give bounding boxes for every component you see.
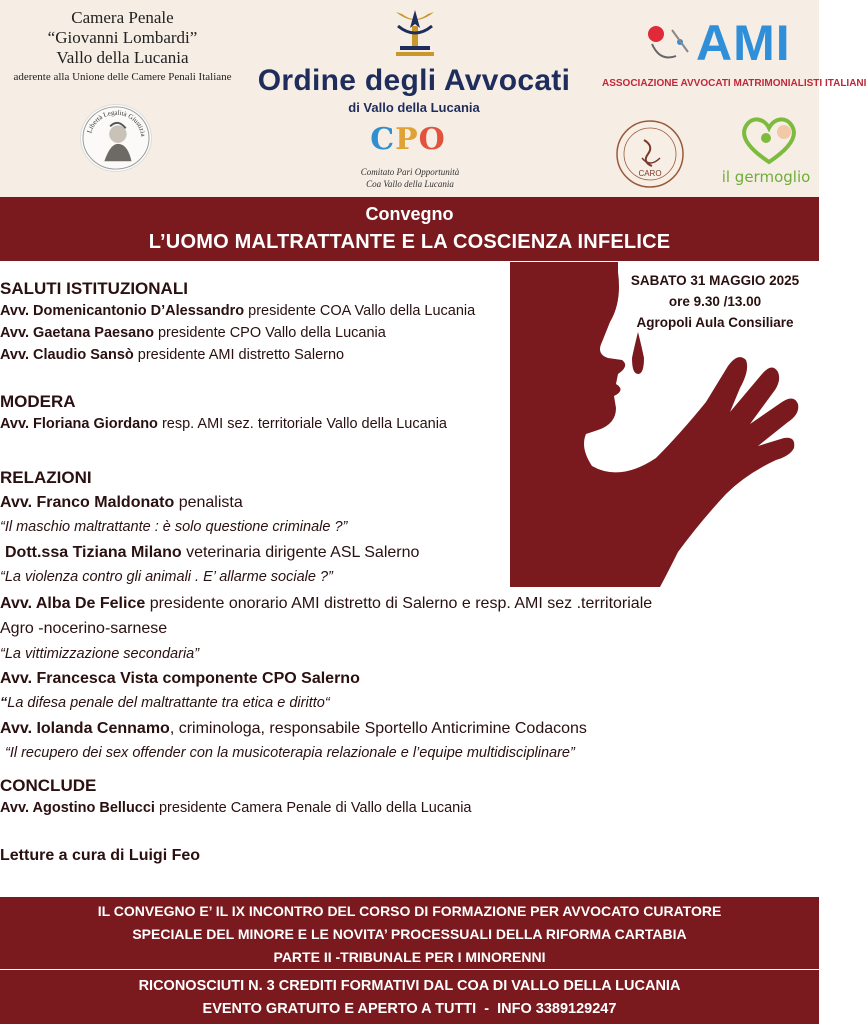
saluti-item	[0, 347, 344, 363]
speaker-role: resp. AMI sez. territoriale Vallo della Lucania	[157, 416, 447, 432]
conclude-item	[0, 800, 471, 816]
relazioni-heading: RELAZIONI	[0, 468, 92, 487]
modera-item	[0, 416, 447, 432]
speaker-name: Avv. Alba De Felice	[0, 595, 146, 612]
cpo-letter-p: P	[395, 122, 419, 157]
cpo-subtitle	[330, 166, 490, 190]
camera-penale-line2: “Giovanni Lombardi”	[47, 28, 198, 47]
speaker-role: presidente AMI distretto Salerno	[133, 347, 345, 363]
event-date: SABATO 31 MAGGIO 2025	[630, 273, 800, 288]
course-info-line3: PARTE II -TRIBUNALE PER I MINORENNI	[273, 949, 546, 965]
course-info-bar	[0, 897, 819, 969]
speaker-name: Avv. Claudio Sansò	[0, 347, 134, 363]
letture-credit: Letture a cura di Luigi Feo	[0, 847, 201, 864]
credits-bar	[0, 970, 819, 1024]
saluti-item	[0, 325, 386, 341]
speaker-role: , criminologa, responsabile Sportello Anticrimine Codacons	[169, 720, 587, 737]
speaker-role: veterinaria dirigente ASL Salerno	[181, 544, 420, 561]
caro-name: CARO	[638, 169, 662, 178]
speaker-role: presidente COA Vallo della Lucania	[244, 303, 476, 319]
caro-logo	[614, 118, 686, 190]
conclude-heading: CONCLUDE	[0, 776, 97, 795]
ordine-avvocati-emblem-icon	[388, 6, 442, 58]
cpo-subtitle-line1: Comitato Pari Opportunità	[360, 167, 460, 177]
cpo-logo	[360, 122, 456, 162]
speaker-name: Avv. Domenicantonio D’Alessandro	[0, 303, 245, 319]
modera-heading: MODERA	[0, 392, 76, 411]
camera-penale-line1: Camera Penale	[71, 8, 174, 27]
relazione-title: “Il recupero dei sex offender con la musicoterapia relazionale e l’equipe multidisciplinare”	[5, 745, 575, 761]
relazione-speaker	[0, 670, 360, 688]
saluti-heading: SALUTI ISTITUZIONALI	[0, 279, 188, 298]
relazione-title	[0, 695, 330, 711]
relazione-title-text: La difesa penale del maltrattante tra etica e diritto“	[7, 695, 330, 711]
speaker-name: Avv. Franco Maldonato	[0, 494, 175, 511]
germoglio-name: il germoglio	[721, 168, 811, 186]
relazione-title: “La violenza contro gli animali . E’ allarme sociale ?”	[0, 569, 333, 585]
speaker-role: presidente CPO Vallo della Lucania	[153, 325, 386, 341]
credits-line: RICONOSCIUTI N. 3 CREDITI FORMATIVI DAL COA DI VALLO DELLA LUCANIA	[138, 978, 681, 994]
event-kicker: Convegno	[365, 204, 454, 224]
ordine-subtitle: di Vallo della Lucania	[348, 100, 480, 115]
relazione-speaker-role-cont: Agro -nocerino-sarnese	[0, 620, 168, 637]
ordine-title: Ordine degli Avvocati	[257, 64, 571, 97]
speaker-role: presidente onorario AMI distretto di Salerno e resp. AMI sez .territoriale	[145, 595, 653, 612]
camera-penale-block	[0, 8, 245, 84]
relazione-speaker	[0, 720, 587, 738]
relazione-title: “La vittimizzazione secondaria”	[0, 646, 200, 662]
camera-penale-seal-logo	[80, 104, 152, 172]
speaker-role: penalista	[174, 494, 243, 511]
event-time: ore 9.30 /13.00	[668, 294, 762, 309]
seal-text: Libertà Legalità Giustizia	[86, 109, 147, 137]
contact-line: EVENTO GRATUITO E APERTO A TUTTI - INFO 3389129247	[202, 1001, 617, 1017]
speaker-name: Avv. Francesca Vista componente CPO Salerno	[0, 670, 360, 687]
speaker-role: presidente Camera Penale di Vallo della Lucania	[154, 800, 472, 816]
cpo-letter-c: C	[370, 122, 396, 157]
title-bar	[0, 197, 819, 261]
quote-mark: “	[0, 695, 8, 711]
cpo-letter-o: O	[418, 122, 446, 157]
speaker-name: Avv. Floriana Giordano	[0, 416, 158, 432]
ami-name: AMI	[696, 15, 791, 71]
speaker-name: Dott.ssa Tiziana Milano	[5, 544, 182, 561]
speaker-name: Avv. Iolanda Cennamo	[0, 720, 170, 737]
event-place: Agropoli Aula Consiliare	[636, 315, 794, 330]
relazione-title: “Il maschio maltrattante : è solo questione criminale ?”	[0, 519, 348, 535]
camera-penale-line3: Vallo della Lucania	[56, 48, 189, 67]
course-info-line1: IL CONVEGNO E’ IL IX INCONTRO DEL CORSO DI FORMAZIONE PER AVVOCATO CURATORE	[97, 903, 722, 919]
germoglio-heart-icon	[738, 114, 800, 166]
saluti-item	[0, 303, 475, 319]
speaker-name: Avv. Agostino Bellucci	[0, 800, 155, 816]
relazione-speaker	[5, 544, 419, 562]
ami-figure-icon	[646, 22, 696, 68]
header-band	[0, 0, 866, 197]
relazione-speaker	[0, 494, 243, 512]
event-info	[618, 270, 812, 333]
cpo-subtitle-line2: Coa Vallo della Lucania	[366, 179, 454, 189]
ami-subtitle: ASSOCIAZIONE AVVOCATI MATRIMONIALISTI ITALIANI	[602, 78, 866, 89]
course-info-line2: SPECIALE DEL MINORE E LE NOVITA’ PROCESSUALI DELLA RIFORMA CARTABIA	[132, 926, 687, 942]
event-title: L’UOMO MALTRATTANTE E LA COSCIENZA INFELICE	[148, 231, 671, 253]
camera-penale-line4: aderente alla Unione delle Camere Penali Italiane	[13, 71, 232, 83]
relazione-speaker	[0, 595, 652, 613]
speaker-name: Avv. Gaetana Paesano	[0, 325, 154, 341]
